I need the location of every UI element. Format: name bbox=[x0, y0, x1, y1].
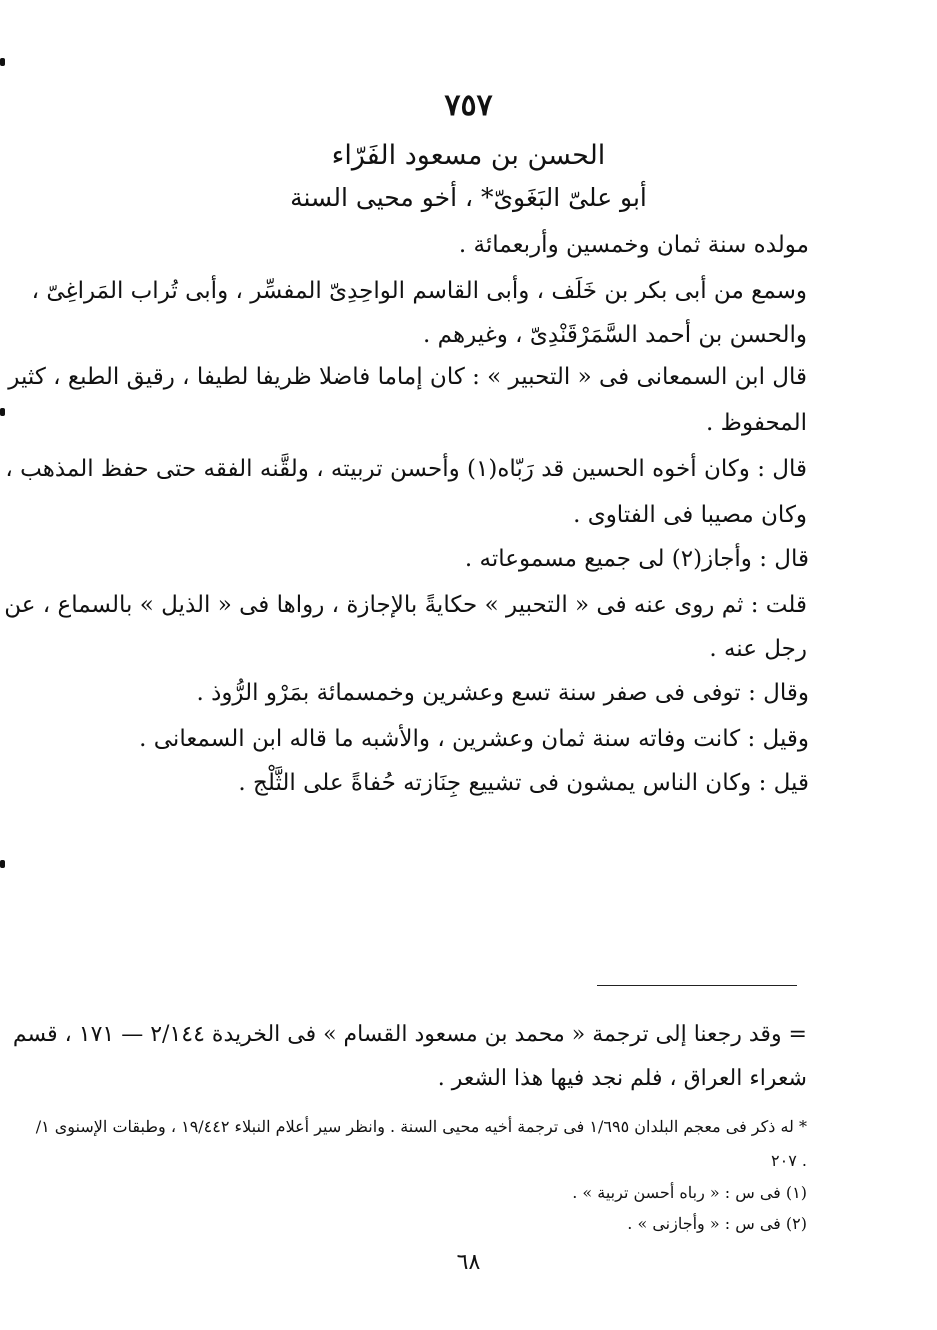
text-line: وكان مصيبا فى الفتاوى . bbox=[573, 502, 807, 528]
page-number: ٦٨ bbox=[456, 1250, 481, 1275]
entry-name: الحسن بن مسعود الفَرّاء bbox=[331, 140, 606, 171]
margin-mark bbox=[0, 58, 5, 66]
text-line: قال : وكان أخوه الحسين قد رَبّاه(١) وأحسن تربيته ، ولقَّنه الفقه حتى حفظ المذهب ، bbox=[5, 456, 807, 482]
text-line: المحفوظ . bbox=[706, 410, 807, 436]
text-line: وقيل : كانت وفاته سنة ثمان وعشرين ، والأشبه ما قاله ابن السمعانى . bbox=[139, 726, 809, 752]
footnote-1: (١) فى س : « رباه أحسن تربية » . bbox=[572, 1183, 807, 1202]
entry-kunya: أبو علىّ البَغَوىّ* ، أخو محيى السنة bbox=[290, 183, 647, 212]
text-line: رجل عنه . bbox=[709, 636, 807, 662]
footnote-rule bbox=[597, 985, 797, 986]
footnote-star: ٢٠٧ . bbox=[771, 1151, 807, 1170]
text-line: وسمع من أبى بكر بن خَلَف ، وأبى القاسم الواحِدِىّ المفسِّر ، وأبى تُراب المَراغِىّ ، bbox=[31, 278, 807, 304]
text-line: والحسن بن أحمد السَّمَرْقَنْدِىّ ، وغيرهم . bbox=[423, 322, 807, 348]
text-line: قال : وأجاز(٢) لى جميع مسموعاته . bbox=[464, 546, 809, 572]
text-line: وقال : توفى فى صفر سنة تسع وعشرين وخمسمائة بمَرْو الرُّوذ . bbox=[196, 680, 809, 706]
margin-mark bbox=[0, 860, 5, 868]
footnote-continuation: = وقد رجعنا إلى ترجمة « محمد بن مسعود القسام » فى الخريدة ٢/١٤٤ — ١٧١ ، قسم bbox=[12, 1022, 807, 1047]
entry-number: ٧٥٧ bbox=[444, 88, 493, 123]
text-line: قال ابن السمعانى فى « التحبير » : كان إماما فاضلا ظريفا لطيفا ، رقيق الطبع ، كثير bbox=[8, 364, 807, 390]
text-line: قلت : ثم روى عنه فى « التحبير » حكايةً بالإجازة ، رواها فى « الذيل » بالسماع ، عن bbox=[4, 592, 807, 618]
margin-mark bbox=[0, 408, 5, 416]
footnote-continuation: شعراء العراق ، فلم نجد فيها هذا الشعر . bbox=[437, 1066, 807, 1091]
text-line: مولده سنة ثمان وخمسين وأربعمائة . bbox=[458, 232, 809, 258]
footnote-star: * له ذكر فى معجم البلدان ١/٦٩٥ فى ترجمة أخيه محيى السنة . وانظر سير أعلام النبلاء ١٩/٤٤٢ ، وطبقات الإسنوى ١/ bbox=[35, 1117, 807, 1136]
footnote-2: (٢) فى س : « وأجازنى » . bbox=[627, 1214, 807, 1233]
text-line: قيل : وكان الناس يمشون فى تشييع جِنَازته حُفاةً على الثَّلْج . bbox=[238, 770, 809, 796]
